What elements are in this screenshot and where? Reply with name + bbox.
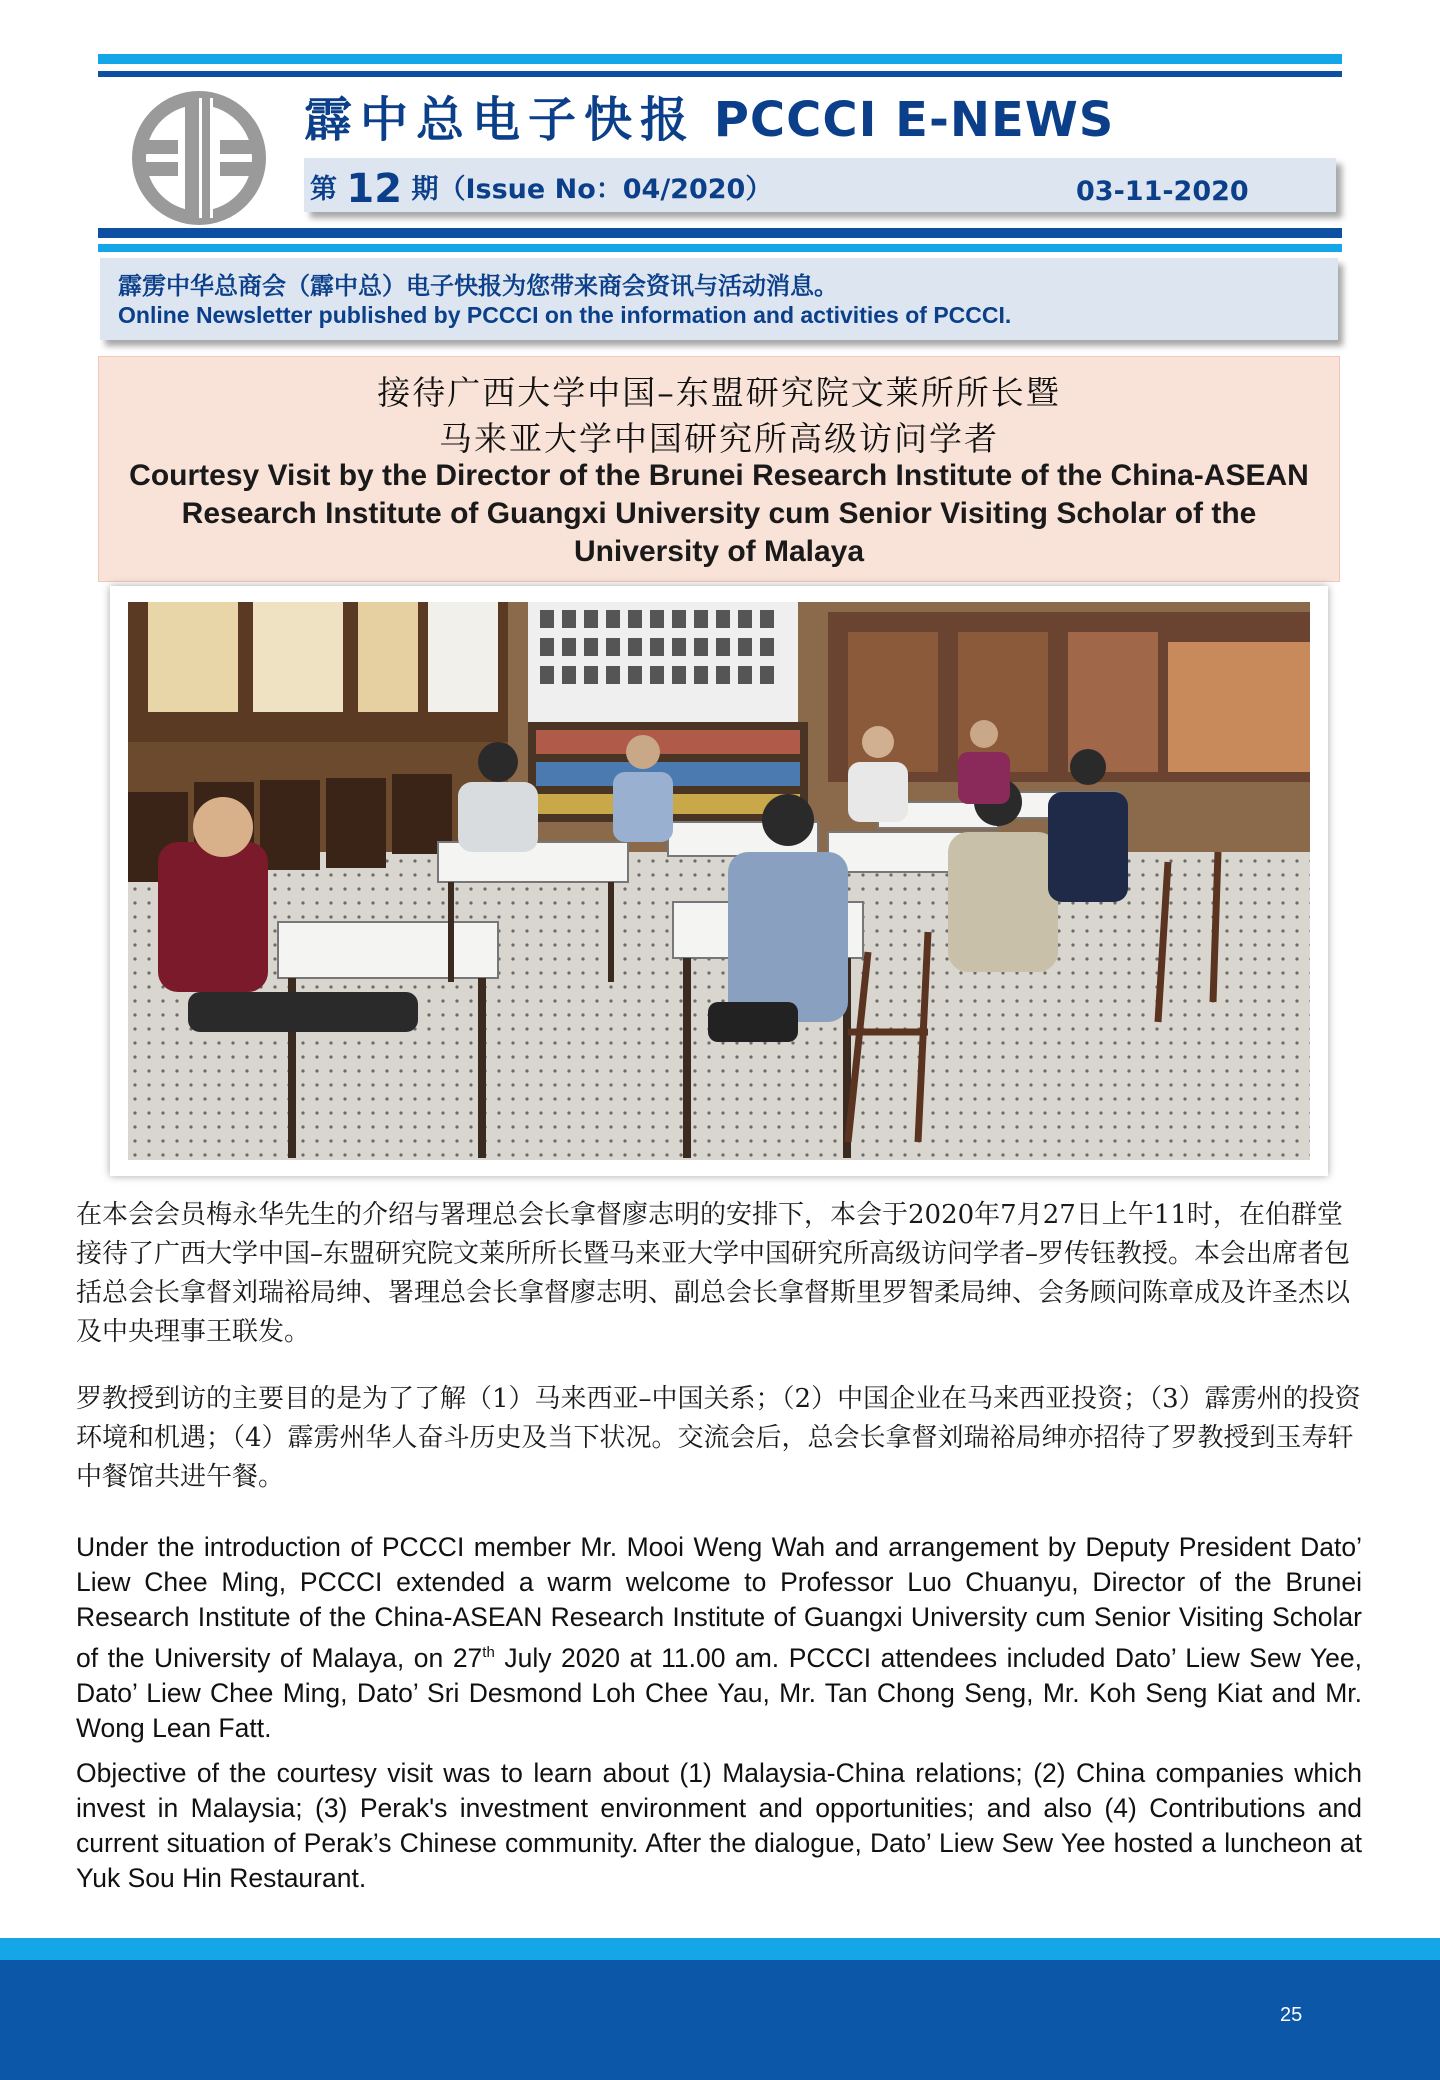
issue-date: 03-11-2020 [1076, 176, 1249, 207]
header-rule-dark-bottom [98, 228, 1342, 238]
article-paragraph-en-1-superscript: th [482, 1644, 495, 1661]
article-title-en: Courtesy Visit by the Director of the Brunei Research Institute of the China-ASEAN Research Institute of Guangxi University cum Senior Visiting Scholar of the University of Malaya [129, 459, 1309, 568]
issue-label [310, 166, 772, 212]
article-paragraph-en-1 [76, 1530, 1362, 1746]
header-rule-dark [98, 71, 1342, 77]
article-title-cn-line2: 马来亚大学中国研究所高级访问学者 [439, 419, 999, 458]
footer-band-dark [0, 1960, 1440, 2080]
article-title-cn-line1: 接待广西大学中国–东盟研究院文莱所所长暨 [377, 373, 1061, 412]
masthead-title-cn: 霹中总电子快报 [304, 92, 697, 148]
article-title-box [98, 356, 1340, 582]
meeting-photo [128, 602, 1310, 1160]
issue-prefix: 第 [310, 174, 337, 205]
masthead-title [304, 92, 1115, 148]
header-rule-light [98, 54, 1342, 64]
article-paragraph-cn-1: 在本会会员梅永华先生的介绍与署理总会长拿督廖志明的安排下，本会于2020年7月27日上午11时，在伯群堂接待了广西大学中国–东盟研究院文莱所所长暨马来亚大学中国研究所高级访问学者–罗传钰教授。本会出席者包括总会长拿督刘瑞裕局绅、署理总会长拿督廖志明、副总会长拿督斯里罗智柔局绅、会务顾问陈章成及许圣杰以及中央理事王联发。 [76, 1200, 1351, 1347]
article-paragraph-en-1-part-b: July 2020 at 11.00 am. PCCCI attendees included Dato’ Liew Sew Yee, Dato’ Liew Chee Ming, Dato’ Sri Desmond Loh Chee Yau, Mr. Tan Chong Seng, Mr. Koh Seng Kiat and Mr. Wong Lean Fatt. [76, 1642, 1362, 1743]
page-number: 25 [1280, 2004, 1303, 2026]
intro-text-cn: 霹雳中华总商会（霹中总）电子快报为您带来商会资讯与活动消息。 [118, 271, 838, 300]
article-paragraph-cn-2: 罗教授到访的主要目的是为了了解（1）马来西亚–中国关系；（2）中国企业在马来西亚投资；（3）霹雳州的投资环境和机遇；（4）霹雳州华人奋斗历史及当下状况。交流会后，总会长拿督刘瑞裕局绅亦招待了罗教授到玉寿轩中餐馆共进午餐。 [76, 1384, 1361, 1492]
pccci-logo-icon [126, 88, 272, 228]
intro-text-en: Online Newsletter published by PCCCI on the information and activities of PCCCI. [118, 302, 1012, 328]
issue-suffix: 期（Issue No：04/2020） [411, 174, 773, 205]
header-rule-light-bottom [98, 244, 1342, 252]
article-paragraph-en-2: Objective of the courtesy visit was to learn about (1) Malaysia-China relations; (2) China companies which invest in Malaysia; (3) Perak's investment environment and opportunities; and also (4) Contributions and current situation of Perak’s Chinese community. After the dialogue, Dato’ Liew Sew Yee hosted a luncheon at Yuk Sou Hin Restaurant. [76, 1758, 1362, 1893]
footer-band-light [0, 1938, 1440, 1960]
masthead-title-en: PCCCI E-NEWS [713, 92, 1115, 148]
article-paragraph-en-1-part-a: Under the introduction of PCCCI member Mr. Mooi Weng Wah and arrangement by Deputy President Dato’ Liew Chee Ming, PCCCI extended a warm welcome to Professor Luo Chuanyu, Director of the Brunei Research Institute of the China-ASEAN Research Institute of Guangxi University cum Senior Visiting Scholar of the University of Malaya, on 27 [76, 1532, 1362, 1673]
issue-number: 12 [346, 166, 403, 212]
